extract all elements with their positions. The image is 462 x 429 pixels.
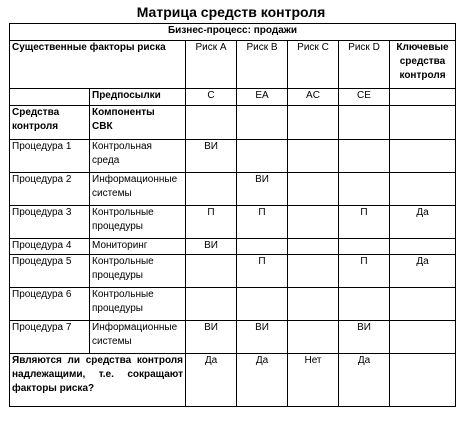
business-process-row (10, 24, 456, 41)
risk-c-cell (288, 173, 339, 206)
component-cell (90, 173, 186, 206)
component-line-1: Информационные (92, 174, 178, 185)
component-line-2: процедуры (92, 221, 143, 232)
risk-d-cell (339, 140, 390, 173)
component-line-2: среда (92, 155, 120, 166)
component-cell (90, 321, 186, 354)
risk-b-cell (237, 239, 288, 255)
adequacy-question-line-1: Являются ли средства контроля (12, 355, 183, 366)
page-title: Матрица средств контроля (136, 4, 326, 20)
risk-c-cell (288, 140, 339, 173)
subheader-empty-d (339, 106, 390, 140)
header-row (10, 41, 456, 89)
key-control-cell (390, 140, 456, 173)
component-line-1: Мониторинг (92, 240, 148, 251)
table-row (10, 239, 456, 255)
components-subheader (90, 106, 186, 140)
prerequisite-a: C (186, 89, 237, 106)
risk-d-cell: П (339, 206, 390, 239)
risk-c-header: Риск C (288, 41, 339, 89)
adequacy-question-line-2: надлежащими, т.е. сокращают (12, 369, 183, 380)
key-control-cell (390, 173, 456, 206)
risk-b-cell: ВИ (237, 173, 288, 206)
risk-d-cell (339, 173, 390, 206)
table-row (10, 173, 456, 206)
subheader-empty-b (237, 106, 288, 140)
risk-d-cell (339, 288, 390, 321)
adequacy-risk-b: Да (237, 354, 288, 407)
component-cell (90, 239, 186, 255)
key-control-cell: Да (390, 206, 456, 239)
adequacy-key (390, 354, 456, 407)
risk-c-cell (288, 206, 339, 239)
subheader-row (10, 106, 456, 140)
adequacy-risk-c: Нет (288, 354, 339, 407)
risk-b-cell (237, 288, 288, 321)
controls-subheader-line-1: Средства (12, 107, 60, 118)
components-subheader-line-1: Компоненты (92, 107, 155, 118)
table-row (10, 255, 456, 288)
key-control-cell: Да (390, 255, 456, 288)
risk-d-cell: П (339, 255, 390, 288)
risk-b-cell (237, 140, 288, 173)
prerequisite-d: CE (339, 89, 390, 106)
risk-c-cell (288, 288, 339, 321)
components-subheader-line-2: СВК (92, 121, 113, 132)
procedure-name: Процедура 7 (10, 321, 90, 354)
component-cell (90, 255, 186, 288)
component-line-1: Информационные (92, 322, 178, 333)
component-cell (90, 206, 186, 239)
risk-a-cell: ВИ (186, 140, 237, 173)
adequacy-risk-a: Да (186, 354, 237, 407)
procedure-name: Процедура 5 (10, 255, 90, 288)
component-cell (90, 140, 186, 173)
risk-d-cell: ВИ (339, 321, 390, 354)
risk-c-cell (288, 321, 339, 354)
controls-subheader-line-2: контроля (12, 121, 59, 132)
risk-b-header: Риск B (237, 41, 288, 89)
prerequisites-row (10, 89, 456, 106)
key-controls-line-2: средства (399, 56, 446, 67)
prerequisite-b: EA (237, 89, 288, 106)
risk-a-cell: ВИ (186, 321, 237, 354)
table-row (10, 140, 456, 173)
risk-factors-header: Существенные факторы риска (10, 41, 186, 89)
key-control-cell (390, 239, 456, 255)
procedure-name: Процедура 1 (10, 140, 90, 173)
risk-a-cell: ВИ (186, 239, 237, 255)
risk-a-header: Риск A (186, 41, 237, 89)
risk-a-cell (186, 173, 237, 206)
prerequisite-key (390, 89, 456, 106)
risk-a-cell: П (186, 206, 237, 239)
table-row (10, 206, 456, 239)
procedure-name: Процедура 4 (10, 239, 90, 255)
adequacy-question (10, 354, 186, 407)
risk-d-header: Риск D (339, 41, 390, 89)
prerequisites-empty-cell (10, 89, 90, 106)
procedure-name: Процедура 3 (10, 206, 90, 239)
component-line-2: системы (92, 188, 132, 199)
key-control-cell (390, 288, 456, 321)
key-control-cell (390, 321, 456, 354)
adequacy-risk-d: Да (339, 354, 390, 407)
component-line-2: процедуры (92, 303, 143, 314)
risk-b-cell: П (237, 206, 288, 239)
component-line-1: Контрольные (92, 207, 154, 218)
risk-b-cell: П (237, 255, 288, 288)
component-line-1: Контрольные (92, 256, 154, 267)
key-controls-line-1: Ключевые (396, 42, 449, 53)
adequacy-question-line-3: факторы риска? (12, 383, 95, 394)
subheader-empty-c (288, 106, 339, 140)
component-line-2: процедуры (92, 270, 143, 281)
component-cell (90, 288, 186, 321)
component-line-1: Контрольная (92, 141, 152, 152)
table-row (10, 321, 456, 354)
subheader-empty-a (186, 106, 237, 140)
risk-a-cell (186, 288, 237, 321)
prerequisite-c: AC (288, 89, 339, 106)
component-line-1: Контрольные (92, 289, 154, 300)
component-line-2: системы (92, 336, 132, 347)
adequacy-row (10, 354, 456, 407)
controls-subheader (10, 106, 90, 140)
key-controls-line-3: контроля (399, 70, 446, 81)
risk-a-cell (186, 255, 237, 288)
procedure-name: Процедура 6 (10, 288, 90, 321)
risk-d-cell (339, 239, 390, 255)
risk-c-cell (288, 255, 339, 288)
key-controls-header (390, 41, 456, 89)
procedure-name: Процедура 2 (10, 173, 90, 206)
risk-c-cell (288, 239, 339, 255)
prerequisites-label: Предпосылки (90, 89, 186, 106)
risk-b-cell: ВИ (237, 321, 288, 354)
control-matrix-table (9, 23, 456, 407)
business-process-cell: Бизнес-процесс: продажи (10, 24, 456, 41)
table-row (10, 288, 456, 321)
subheader-empty-key (390, 106, 456, 140)
